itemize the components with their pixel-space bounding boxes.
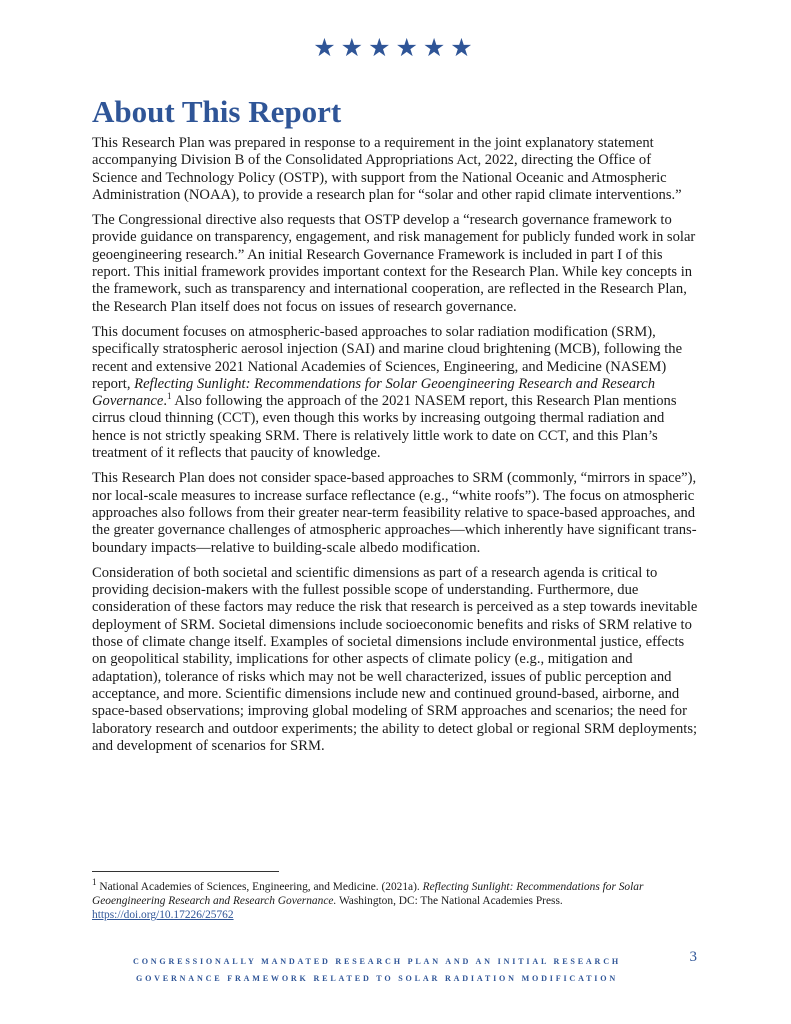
footer-line-2: GOVERNANCE FRAMEWORK RELATED TO SOLAR RADIATION MODIFICATION (135, 974, 619, 983)
paragraph-2: The Congressional directive also requests that OSTP develop a “research governance framework to provide guidance on transparency, engagement, and risk management for publicly funded work in solar geoengineering research.” An initial Research Governance Framework is included in part I of this report. This initial framework provides important context for the Research Plan. While key concepts in the framework, such as transparency and international cooperation, are reflected in the Research Plan, the Research Plan itself does not focus on issues of research governance. (92, 212, 696, 315)
doi-link[interactable]: https://doi.org/10.17226/25762 (92, 909, 234, 922)
footnote-reference[interactable]: 1 (166, 391, 172, 402)
report-body (92, 135, 700, 763)
page-footer (92, 949, 700, 993)
paragraph-4: This Research Plan does not consider space-based approaches to SRM (commonly, “mirrors in space”), nor local-scale measures to increase surface reflectance (e.g., “white roofs”). The focus on atmospheric approaches also follows from their greater near-term feasibility relative to space-based approaches, and the greater governance challenges of atmospheric approaches—which inherently have significant trans-boundary impacts—relative to building-scale albedo modification. (92, 470, 697, 556)
footnote-text-b: Washington, DC: The National Academies Press. (336, 895, 563, 908)
paragraph-3-period: . (163, 393, 167, 410)
decorative-stars-icon: ★★★★★★ (313, 35, 478, 62)
footnote-italic-title: Reflecting Sunlight: Recommendations for Solar Geoengineering Research and Research Governance. (92, 881, 644, 908)
page-title: About This Report (92, 94, 342, 129)
paragraph-3-text-a: This document focuses on atmospheric-based approaches to solar radiation modification (SRM), specifically stratospheric aerosol injection (SAI) and marine cloud brightening (MCB), following the recent and extensive 2021 National Academies of Sciences, Engineering, and Medicine (NASEM) report, (92, 323, 683, 392)
paragraph-5: Consideration of both societal and scientific dimensions as part of a research agenda is critical to providing decision-makers with the fullest possible scope of understanding. Furthermore, due consideration of these factors may reduce the risk that research is perceived as a step towards inevitable deployment of SRM. Societal dimensions include socioeconomic benefits and risks of SRM relative to those of climate change itself. Examples of societal dimensions include environmental justice, effects on geopolitical stability, implications for other aspects of climate policy (e.g., mitigation and adaptation), tolerance of risks which may not be well characterized, issues of public perception and acceptance, and more. Scientific dimensions include new and continued ground-based, airborne, and space-based observations; improving global modeling of SRM approaches and scenarios; the need for laboratory research and outdoor experiments; the ability to detect global or regional SRM deployments; and development of scenarios for SRM. (92, 564, 698, 754)
footnote (92, 877, 700, 923)
footnote-text-a: National Academies of Sciences, Engineering, and Medicine. (2021a). (96, 881, 423, 893)
footer-line-1: CONGRESSIONALLY MANDATED RESEARCH PLAN AND AN INITIAL RESEARCH (133, 957, 621, 966)
paragraph-3 (92, 324, 700, 462)
paragraph-3-text-c: Also following the approach of the 2021 NASEM report, this Research Plan mentions cirrus cloud thinning (CCT), even though this works by increasing outgoing thermal radiation and hence is not strictly speaking SRM. There is relatively little work to date on CCT, and this Plan’s treatment of it reflects that paucity of knowledge. (92, 393, 677, 462)
footnote-mark: 1 (92, 877, 97, 888)
footnote-divider (92, 871, 279, 872)
paragraph-1: This Research Plan was prepared in response to a requirement in the joint explanatory statement accompanying Division B of the Consolidated Appropriations Act, 2022, directing the Office of Science and Technology Policy (OSTP), with support from the National Oceanic and Atmospheric Administration (NOAA), to provide a research plan for “solar and other rapid climate interventions.” (92, 135, 682, 203)
page-number: 3 (689, 949, 697, 965)
report-title-citation: Reflecting Sunlight: Recommendations for Solar Geoengineering Research and Research Governance (92, 375, 656, 410)
